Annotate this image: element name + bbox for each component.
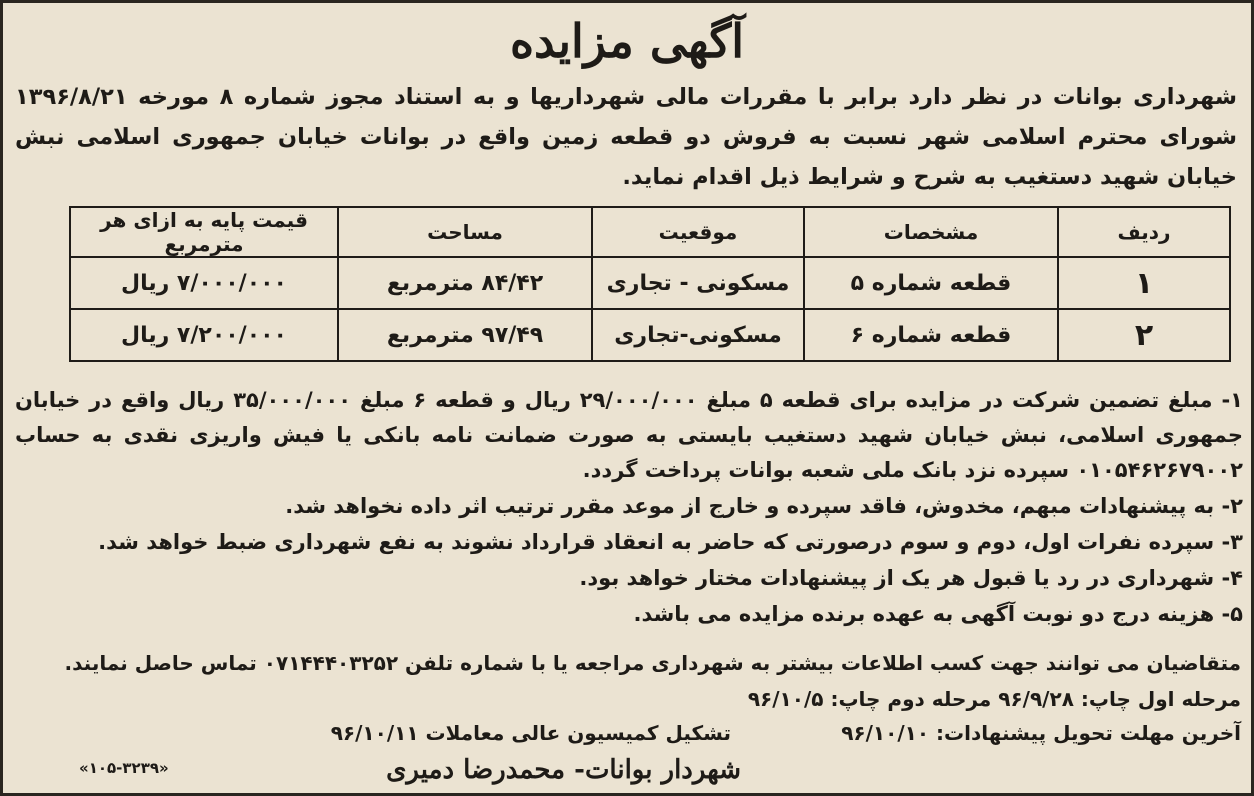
table-header-row <box>70 207 1230 257</box>
header-spec: مشخصات <box>804 207 1058 257</box>
conditions-list <box>15 383 1243 632</box>
header-location: موقعیت <box>592 207 804 257</box>
header-row-number: ردیف <box>1058 207 1230 257</box>
condition-item: ۲- به پیشنهادات مبهم، مخدوش، فاقد سپرده و خارج از موعد مقرر ترتیب اثر داده نخواهد شد. <box>285 494 1243 518</box>
cell-location: مسکونی-تجاری <box>592 309 804 361</box>
cell-spec: قطعه شماره ۵ <box>804 257 1058 309</box>
cell-area: ۹۷/۴۹ مترمربع <box>338 309 592 361</box>
table-row <box>70 309 1230 361</box>
condition-item: ۵- هزینه درج دو نوبت آگهی به عهده برنده مزایده می باشد. <box>633 602 1243 626</box>
notice-code: «۱۰۵-۳۲۳۹» <box>79 759 169 777</box>
condition-item: ۳- سپرده نفرات اول، دوم و سوم درصورتی که حاضر به انعقاد قرارداد نشوند به نفع شهرداری ضبط خواهد شد. <box>98 530 1243 554</box>
header-area: مساحت <box>338 207 592 257</box>
cell-spec: قطعه شماره ۶ <box>804 309 1058 361</box>
land-table <box>69 206 1231 362</box>
condition-item: ۴- شهرداری در رد یا قبول هر یک از پیشنهادات مختار خواهد بود. <box>579 566 1243 590</box>
deadline: آخرین مهلت تحویل پیشنهادات: ۹۶/۱۰/۱۰ <box>841 721 1241 745</box>
print-dates: مرحله اول چاپ: ۹۶/۹/۲۸ مرحله دوم چاپ: ۹۶/۱۰/۵ <box>747 687 1241 711</box>
notice-title: آگهی مزایده <box>509 14 745 68</box>
cell-row-number: ۲ <box>1058 309 1230 361</box>
signature: شهردار بوانات- محمدرضا دمیری <box>386 755 741 785</box>
contact-line: متقاضیان می توانند جهت کسب اطلاعات بیشتر به شهرداری مراجعه یا با شماره تلفن ۰۷۱۴۴۴۰۳۲۵۲ تماس حاصل نمایند. <box>64 651 1241 675</box>
condition-item: ۱- مبلغ تضمین شرکت در مزایده برای قطعه ۵ مبلغ ۲۹/۰۰۰/۰۰۰ ریال و قطعه ۶ مبلغ ۳۵/۰۰۰/۰۰۰ ریال واقع در خیابان جمهوری اسلامی، نبش خیابان شهید دستغیب بایستی به صورت ضمانت نامه بانکی یا فیش واریزی نقدی به حساب ۰۱۰۵۴۶۲۶۷۹۰۰۲ سپرده نزد بانک ملی شعبه بوانات پرداخت گردد. <box>15 388 1243 482</box>
cell-area: ۸۴/۴۲ مترمربع <box>338 257 592 309</box>
cell-row-number: ۱ <box>1058 257 1230 309</box>
cell-price: ۷/۲۰۰/۰۰۰ ریال <box>70 309 338 361</box>
cell-location: مسکونی - تجاری <box>592 257 804 309</box>
commission-date: تشکیل کمیسیون عالی معاملات ۹۶/۱۰/۱۱ <box>330 721 731 745</box>
header-price: قیمت پایه به ازای هر مترمربع <box>70 207 338 257</box>
cell-price: ۷/۰۰۰/۰۰۰ ریال <box>70 257 338 309</box>
table-row <box>70 257 1230 309</box>
intro-paragraph: شهرداری بوانات در نظر دارد برابر با مقررات مالی شهرداریها و به استناد مجوز شماره ۸ مورخه ۱۳۹۶/۸/۲۱ شورای محترم اسلامی شهر نسبت به فروش دو قطعه زمین واقع در بوانات خیابان جمهوری اسلامی نبش خیابان شهید دستغیب به شرح و شرایط ذیل اقدام نماید. <box>15 84 1237 190</box>
